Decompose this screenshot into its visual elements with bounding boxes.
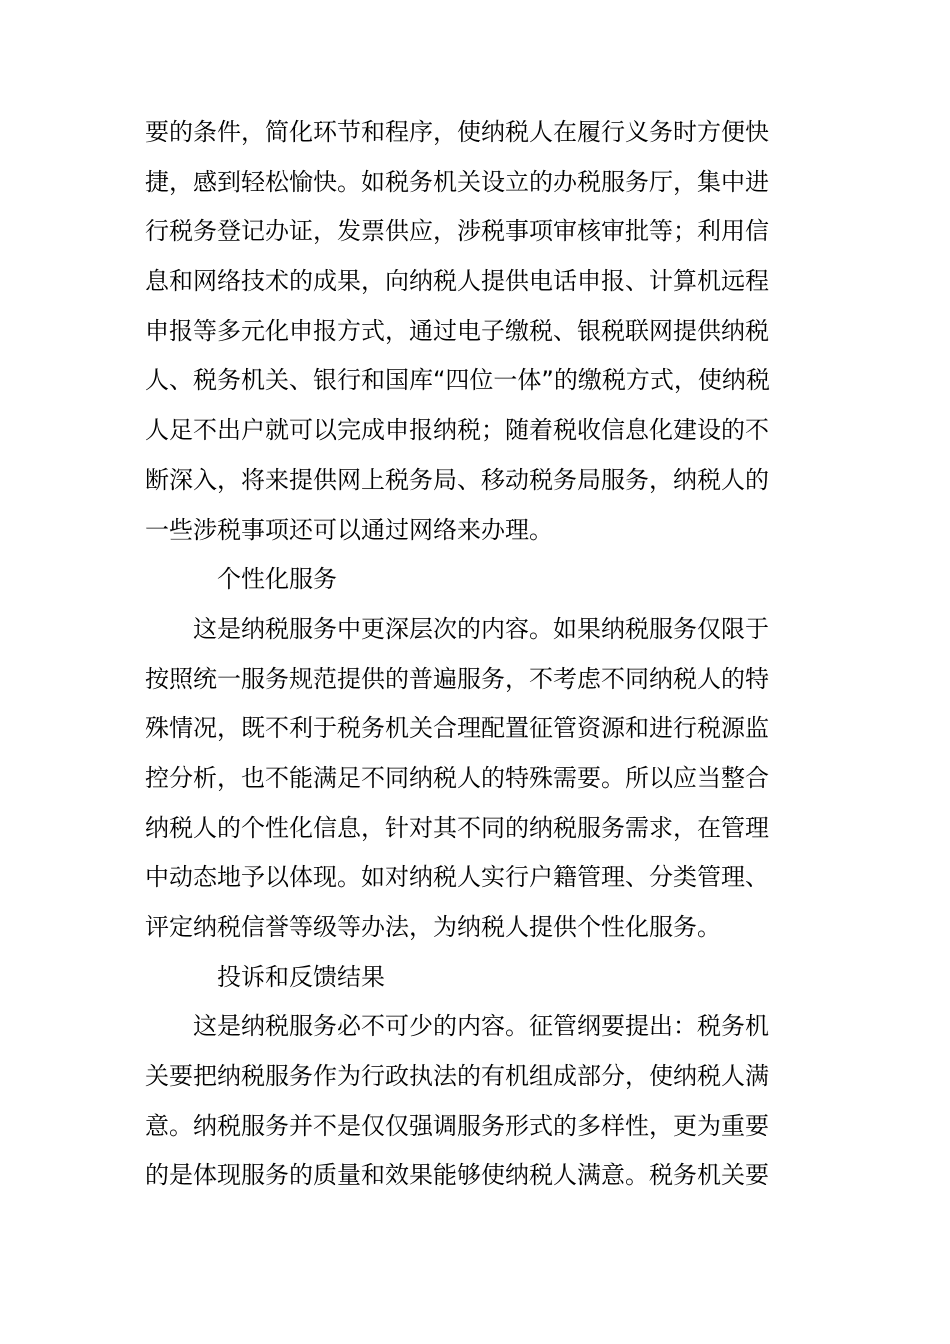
- text-line: 人、税务机关、银行和国库“四位一体”的缴税方式，使纳税: [145, 366, 770, 395]
- text-line: 要的条件，简化环节和程序，使纳税人在履行义务时方便快: [145, 118, 769, 146]
- text-line: 断深入，将来提供网上税务局、移动税务局服务，纳税人的: [145, 465, 769, 494]
- text-line: 人足不出户就可以完成申报纳税；随着税收信息化建设的不: [145, 416, 769, 445]
- text-line: 关要把纳税服务作为行政执法的有机组成部分，使纳税人满: [145, 1062, 769, 1091]
- section-heading-personalized-service: 个性化服务: [217, 565, 337, 594]
- text-line: 殊情况，既不利于税务机关合理配置征管资源和进行税源监: [145, 714, 769, 743]
- text-line: 纳税人的个性化信息，针对其不同的纳税服务需求，在管理: [145, 813, 769, 842]
- text-line: 息和网络技术的成果，向纳税人提供电话申报、计算机远程: [145, 267, 769, 296]
- text-line: 申报等多元化申报方式，通过电子缴税、银税联网提供纳税: [145, 316, 769, 345]
- section-heading-complaints-feedback: 投诉和反馈结果: [217, 962, 385, 991]
- text-line: 控分析，也不能满足不同纳税人的特殊需要。所以应当整合: [145, 763, 769, 792]
- paragraph-first-line: 这是纳税服务必不可少的内容。征管纲要提出：税务机: [193, 1012, 769, 1041]
- paragraph-first-line: 这是纳税服务中更深层次的内容。如果纳税服务仅限于: [193, 614, 769, 643]
- text-line: 评定纳税信誉等级等办法，为纳税人提供个性化服务。: [145, 913, 721, 941]
- document-body: [145, 108, 815, 1201]
- text-line: 捷，感到轻松愉快。如税务机关设立的办税服务厅，集中进: [145, 167, 769, 196]
- text-line: 的是体现服务的质量和效果能够使纳税人满意。税务机关要: [145, 1161, 769, 1190]
- text-line: 行税务登记办证，发票供应，涉税事项审核审批等；利用信: [145, 217, 769, 246]
- text-line: 一些涉税事项还可以通过网络来办理。: [145, 515, 553, 544]
- text-line: 按照统一服务规范提供的普遍服务，不考虑不同纳税人的特: [145, 664, 769, 693]
- text-line: 意。纳税服务并不是仅仅强调服务形式的多样性，更为重要: [145, 1111, 769, 1140]
- text-line: 中动态地予以体现。如对纳税人实行户籍管理、分类管理、: [145, 863, 769, 892]
